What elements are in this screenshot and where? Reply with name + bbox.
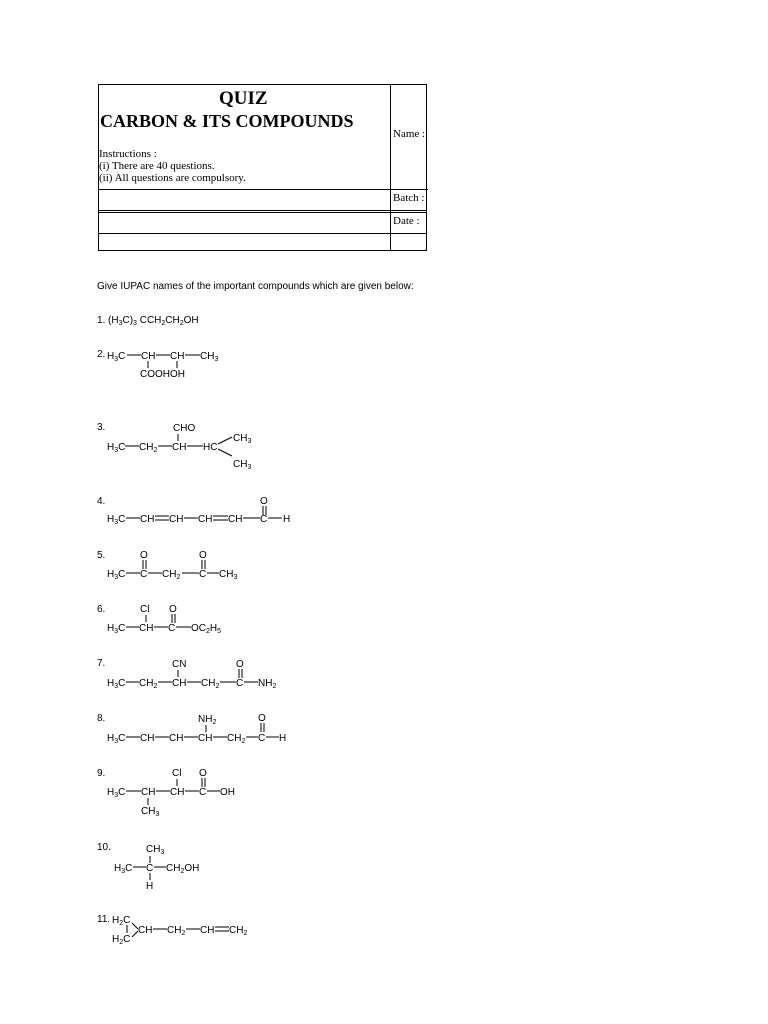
q3-cho: CHO bbox=[173, 423, 196, 434]
quiz-title: QUIZ bbox=[219, 88, 268, 109]
instruction-1: (i) There are 40 questions. bbox=[99, 160, 215, 172]
q5-oxygen-2: O bbox=[199, 550, 207, 561]
question-8 bbox=[97, 713, 286, 745]
q2-ch1: CH bbox=[141, 351, 156, 362]
q7-chain-start: $H_3C$ bbox=[107, 678, 126, 690]
q4-oxygen: O bbox=[260, 496, 268, 507]
q5-chain-start: $H_3C$ bbox=[107, 569, 126, 581]
q3-chain-start: $H_3C$ bbox=[107, 442, 126, 454]
question-9 bbox=[97, 768, 235, 818]
q4-chain-start: $H_3C$ bbox=[107, 514, 126, 526]
q8-oxygen: O bbox=[258, 713, 266, 724]
q7-c: C bbox=[236, 678, 244, 689]
q6-c: C bbox=[168, 623, 176, 634]
q8-h: H bbox=[279, 733, 287, 744]
q7-ch2-b: $CH_2$ bbox=[201, 678, 220, 690]
question-6 bbox=[97, 604, 221, 635]
q3-ch2: $CH_2$ bbox=[139, 442, 158, 454]
q4-c: C bbox=[260, 514, 268, 525]
q10-ch2oh: $CH_2OH$ bbox=[166, 863, 200, 875]
q9-c: C bbox=[199, 787, 207, 798]
q3-hc: HC bbox=[203, 442, 218, 453]
q6-number: 6. bbox=[97, 604, 106, 615]
q7-ch: CH bbox=[172, 678, 187, 689]
q6-ch: CH bbox=[139, 623, 154, 634]
q1-number: 1. bbox=[97, 315, 106, 326]
q8-number: 8. bbox=[97, 713, 106, 724]
q8-chain-start: $H_3C$ bbox=[107, 733, 126, 745]
question-2 bbox=[97, 349, 218, 380]
q11-number: 11. bbox=[97, 914, 111, 925]
q9-ch1: CH bbox=[141, 787, 156, 798]
questions-prompt: Give IUPAC names of the important compounds which are given below: bbox=[97, 281, 414, 292]
q11-h2c-bottom: $H_2C$ bbox=[112, 934, 131, 946]
q9-chain-start: $H_3C$ bbox=[107, 787, 126, 799]
q9-oxygen: O bbox=[199, 768, 207, 779]
q9-ch2: CH bbox=[170, 787, 185, 798]
question-1 bbox=[97, 315, 199, 327]
q2-number: 2. bbox=[97, 349, 106, 360]
q10-ch3-top: $CH_3$ bbox=[146, 844, 165, 856]
q9-ch3-below: $CH_3$ bbox=[141, 806, 160, 818]
instruction-2: (ii) All questions are compulsory. bbox=[99, 172, 246, 184]
q10-h: H bbox=[146, 881, 154, 892]
date-label: Date : bbox=[393, 215, 420, 227]
q8-ch2-group: $CH_2$ bbox=[227, 733, 246, 745]
q1-formula: $(H_3C)_3$ $CCH_2CH_2OH$ bbox=[108, 315, 199, 327]
q10-c: C bbox=[146, 863, 154, 874]
q8-c: C bbox=[258, 733, 266, 744]
q11-h2c-top: $H_2C$ bbox=[112, 915, 131, 927]
q2-ch3-left: $H_3C$ bbox=[107, 351, 126, 363]
q7-cn: CN bbox=[172, 659, 187, 670]
q4-ch4: CH bbox=[228, 514, 243, 525]
q5-number: 5. bbox=[97, 550, 106, 561]
q4-h: H bbox=[283, 514, 291, 525]
q4-number: 4. bbox=[97, 496, 106, 507]
q10-number: 10. bbox=[97, 842, 111, 853]
q8-ch3: CH bbox=[198, 733, 213, 744]
q2-substituents: COOHOH bbox=[140, 369, 185, 380]
q7-oxygen: O bbox=[236, 659, 244, 670]
q6-chain-start: $H_3C$ bbox=[107, 623, 126, 635]
q2-ch2: CH bbox=[170, 351, 185, 362]
question-5 bbox=[97, 550, 237, 581]
q9-number: 9. bbox=[97, 768, 106, 779]
q4-ch3: CH bbox=[198, 514, 213, 525]
q6-oxygen: O bbox=[169, 604, 177, 615]
q5-c2: C bbox=[199, 569, 207, 580]
quiz-subtitle: CARBON & ITS COMPOUNDS bbox=[100, 111, 354, 131]
q3-number: 3. bbox=[97, 422, 106, 433]
q9-cl: Cl bbox=[172, 768, 182, 779]
q11-ch2: $CH_2$ bbox=[167, 925, 186, 937]
q8-ch2: CH bbox=[169, 733, 184, 744]
q7-nh2: $NH_2$ bbox=[258, 678, 277, 690]
q11-ch-vinyl: CH bbox=[200, 925, 215, 936]
q3-ch: CH bbox=[172, 442, 187, 453]
q2-ch3-right: $CH_3$ bbox=[200, 351, 219, 363]
q11-ch: CH bbox=[138, 925, 153, 936]
q4-ch1: CH bbox=[140, 514, 155, 525]
question-11 bbox=[97, 914, 247, 946]
q7-number: 7. bbox=[97, 658, 106, 669]
instructions-label: Instructions : bbox=[99, 148, 157, 160]
q5-ch3: $CH_3$ bbox=[219, 569, 238, 581]
q3-branch-down: $CH_3$ bbox=[233, 459, 252, 471]
q4-ch2: CH bbox=[169, 514, 184, 525]
q8-ch1: CH bbox=[140, 733, 155, 744]
q5-c1: C bbox=[140, 569, 148, 580]
q11-ch2-terminal: $CH_2$ bbox=[229, 925, 248, 937]
batch-label: Batch : bbox=[393, 192, 425, 204]
q6-cl: Cl bbox=[140, 604, 150, 615]
question-10 bbox=[97, 842, 199, 892]
question-7 bbox=[97, 658, 276, 690]
question-3 bbox=[97, 422, 251, 471]
q8-nh2: $NH_2$ bbox=[198, 714, 217, 726]
q10-chain-start: $H_3C$ bbox=[114, 863, 133, 875]
question-4 bbox=[97, 496, 290, 526]
q5-ch2: $CH_2$ bbox=[162, 569, 181, 581]
name-label: Name : bbox=[393, 128, 426, 140]
q6-ester: $OC_2H_5$ bbox=[191, 623, 222, 635]
q7-ch2-a: $CH_2$ bbox=[139, 678, 158, 690]
q9-oh: OH bbox=[220, 787, 235, 798]
q3-branch-up: $CH_3$ bbox=[233, 433, 252, 445]
q5-oxygen-1: O bbox=[140, 550, 148, 561]
